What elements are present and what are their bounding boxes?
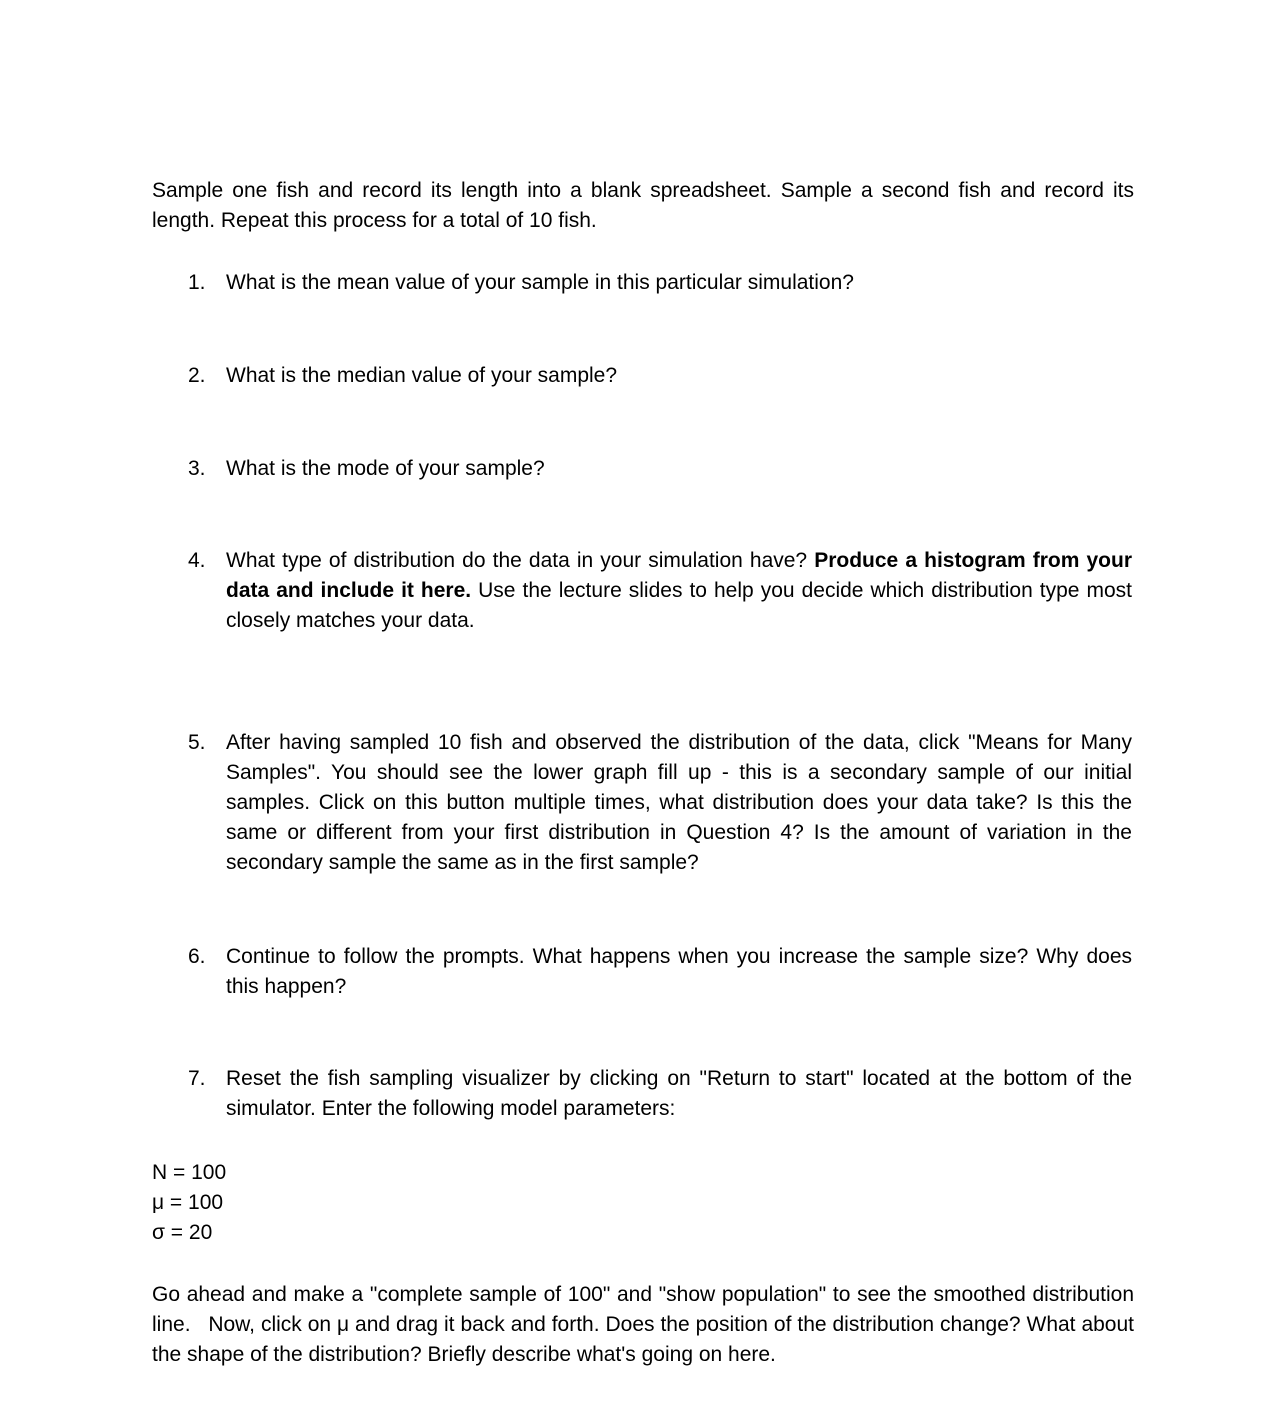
question-number: 7. <box>188 1067 206 1090</box>
parameter-sigma: σ = 20 <box>152 1221 213 1244</box>
question-number: 3. <box>188 457 206 480</box>
parameter-mu: μ = 100 <box>152 1191 224 1214</box>
question-text: Reset the fish sampling visualizer by clicking on "Return to start" located at the bottom of the simulator. Enter the following model parameters: <box>226 1067 1132 1120</box>
parameter-n: N = 100 <box>152 1161 227 1184</box>
question-text: What is the mean value of your sample in this particular simulation? <box>226 271 854 294</box>
document-page <box>152 176 1134 236</box>
question-text: What is the median value of your sample? <box>226 364 618 387</box>
question-1 <box>188 268 1132 298</box>
question-number: 1. <box>188 271 206 294</box>
model-parameters <box>152 1158 226 1248</box>
question-text-part: What type of distribution do the data in your simulation have? <box>226 549 815 572</box>
question-2 <box>188 361 1132 391</box>
closing-paragraph: Go ahead and make a "complete sample of 100" and "show population" to see the smoothed distribution line. Now, click on μ and drag it back and forth. Does the position of the distribution change? What about the shape of the distribution? Briefly describe what's going on here. <box>152 1283 1140 1366</box>
question-number: 5. <box>188 731 206 754</box>
question-6 <box>188 942 1132 1002</box>
question-text: Continue to follow the prompts. What happens when you increase the sample size? Why does this happen? <box>226 945 1132 998</box>
question-number: 6. <box>188 945 206 968</box>
question-text-part: Use the lecture slides to help you decide which distribution type most closely matches your data. <box>226 579 1132 632</box>
question-4 <box>188 546 1132 636</box>
question-7 <box>188 1064 1132 1124</box>
question-text-bold: Produce a histogram from your data and include it here. <box>226 549 1132 602</box>
question-text: What is the mode of your sample? <box>226 457 545 480</box>
question-5 <box>188 728 1132 878</box>
question-number: 2. <box>188 364 206 387</box>
intro-paragraph: Sample one fish and record its length into a blank spreadsheet. Sample a second fish and record its length. Repeat this process for a total of 10 fish. <box>152 179 1134 232</box>
question-number: 4. <box>188 549 206 572</box>
question-3 <box>188 454 1132 484</box>
question-text <box>226 546 1132 636</box>
question-text: After having sampled 10 fish and observed the distribution of the data, click "Means for Many Samples". You should see the lower graph fill up - this is a secondary sample of our initial samples. Click on this button multiple times, what distribution does your data take? Is this the same or different from your first distribution in Question 4? Is the amount of variation in the secondary sample the same as in the first sample? <box>226 731 1132 874</box>
